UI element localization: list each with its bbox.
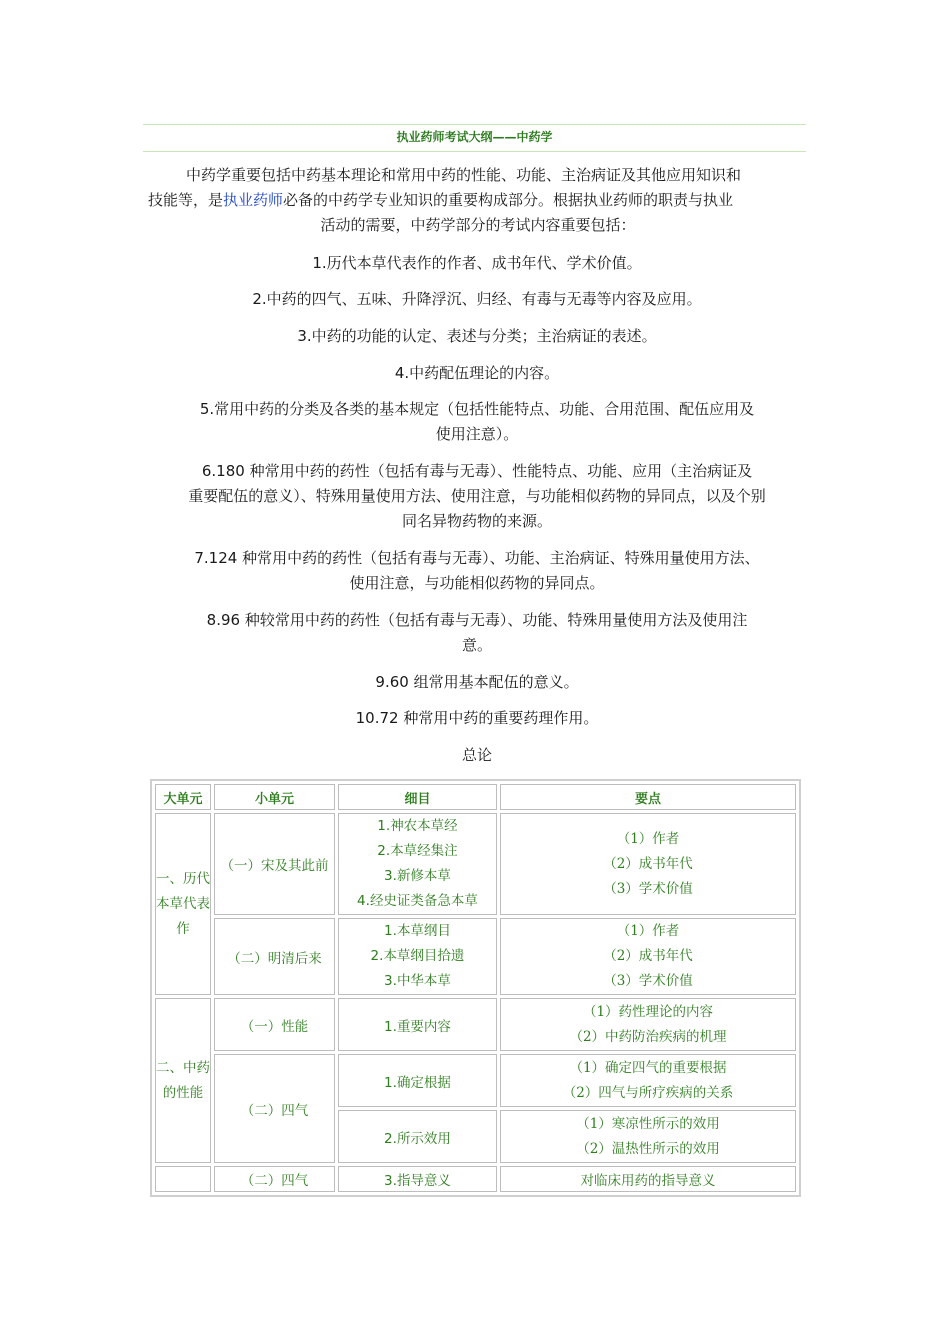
header-cell: 细目 — [338, 784, 497, 810]
list-item-number: 5. — [199, 400, 215, 418]
table-row — [155, 998, 796, 1051]
detail-number: 3. — [384, 1173, 397, 1189]
point-text: 寒凉性所示的效用 — [611, 1115, 720, 1132]
detail-line — [339, 969, 496, 994]
major-unit-cell: 二、中药的性能 — [155, 998, 211, 1163]
point-number: （1） — [616, 830, 653, 847]
header-cell: 要点 — [500, 784, 796, 810]
point-text: 作者 — [652, 830, 680, 847]
minor-unit-cell: （二）四气 — [214, 1054, 335, 1163]
table-row — [155, 813, 796, 915]
list-item-number: 3. — [297, 327, 312, 345]
list-item-number: 6.180 — [201, 462, 245, 480]
detail-text: 所示效用 — [396, 1130, 451, 1147]
list-item-2 — [148, 287, 806, 312]
title-rule-bottom — [143, 151, 806, 152]
minor-unit-cell: （一）宋及其此前 — [214, 813, 335, 915]
detail-line — [339, 919, 496, 944]
point-line — [501, 827, 795, 852]
list-item-line: 意。 — [461, 636, 492, 654]
list-item-6 — [148, 459, 806, 534]
list-item-line — [148, 459, 806, 484]
point-number: （1） — [582, 1003, 619, 1020]
detail-text: 神农本草经 — [390, 818, 458, 834]
detail-number: 4. — [357, 893, 370, 909]
title-rule-top — [143, 124, 806, 125]
list-item-9 — [148, 670, 806, 695]
detail-cell — [338, 1110, 497, 1163]
detail-line — [339, 864, 496, 889]
detail-number: 3. — [384, 868, 397, 884]
page-title: 执业药师考试大纲——中药学 — [396, 130, 553, 144]
list-item-line: 重要配伍的意义）、特殊用量使用方法、使用注意，与功能相似药物的异同点，以及个别 — [188, 487, 766, 505]
list-item-number: 1. — [312, 254, 327, 272]
detail-cell — [338, 1054, 497, 1107]
list-item-4 — [148, 361, 806, 386]
detail-text: 确定根据 — [396, 1074, 451, 1091]
intro-line-2-start: 技能等，是 — [148, 191, 224, 209]
point-line — [501, 1056, 795, 1081]
point-text: 成书年代 — [638, 948, 693, 964]
detail-text: 本草经集注 — [390, 843, 458, 859]
list-item-7 — [148, 546, 806, 596]
list-item-number: 4. — [394, 364, 410, 382]
list-item-text: 种常用中药的药性（包括有毒与无毒）、性能特点、功能、应用（主治病证及 — [244, 462, 753, 480]
point-number: （2） — [562, 1084, 599, 1101]
list-item-line: 同名异物药物的来源。 — [401, 512, 552, 530]
intro-line-1: 中药学重要包括中药基本理论和常用中药的性能、功能、主治病证及其他应用知识和 — [186, 166, 742, 184]
table-header-row — [155, 784, 796, 810]
minor-unit-cell: （一）性能 — [214, 998, 335, 1051]
point-number: （1） — [569, 1059, 606, 1076]
major-unit-cell — [155, 1166, 211, 1192]
detail-number: 1. — [384, 1018, 397, 1035]
header-cell: 小单元 — [214, 784, 335, 810]
point-number: （1） — [576, 1115, 612, 1132]
detail-number: 1. — [377, 818, 391, 834]
detail-text: 指导意义 — [396, 1173, 451, 1189]
list-item-line — [148, 397, 806, 422]
detail-text: 本草纲目 — [396, 923, 451, 939]
point-line — [501, 1081, 795, 1106]
point-line — [501, 1137, 795, 1162]
point-line — [501, 877, 795, 902]
list-item-text: 常用中药的分类及各类的基本规定（包括性能特点、功能、合用范围、配伍应用及 — [214, 400, 755, 418]
point-line — [501, 944, 795, 969]
point-text: 中药防治疾病的机理 — [605, 1028, 727, 1045]
major-unit-cell: 一、历代本草代表作 — [155, 813, 211, 995]
detail-text: 重要内容 — [396, 1018, 451, 1035]
point-text: 学术价值 — [638, 880, 693, 897]
list-item-10 — [148, 706, 806, 731]
point-cell — [500, 813, 796, 915]
detail-cell — [338, 998, 497, 1051]
point-line — [501, 919, 795, 944]
list-item-text: 组常用基本配伍的意义。 — [408, 673, 579, 691]
list-item-number: 2. — [252, 290, 267, 308]
list-item-number: 10.72 — [355, 709, 399, 727]
detail-cell — [338, 918, 497, 995]
detail-number: 3. — [384, 973, 397, 989]
point-number: （2） — [576, 1140, 612, 1157]
detail-line — [339, 839, 496, 864]
list-item-text: 中药的功能的认定、表述与分类；主治病证的表述。 — [311, 327, 657, 345]
point-number: （2） — [569, 1028, 606, 1045]
intro-line-3: 活动的需要，中药学部分的考试内容重要包括： — [320, 216, 636, 234]
pharmacist-link[interactable]: 执业药师 — [223, 191, 284, 209]
point-cell — [500, 918, 796, 995]
list-item-line: 使用注意，与功能相似药物的异同点。 — [349, 574, 605, 592]
list-item-text: 中药的四气、五味、升降浮沉、归经、有毒与无毒等内容及应用。 — [266, 290, 702, 308]
list-item-text: 种较常用中药的药性（包括有毒与无毒）、功能、特殊用量使用方法及使用注 — [240, 611, 748, 629]
list-item-1 — [148, 251, 806, 276]
point-line — [501, 1000, 795, 1025]
detail-number: 1. — [384, 923, 397, 939]
list-item-8 — [148, 608, 806, 658]
detail-text: 经史证类备急本草 — [369, 893, 478, 909]
intro-line-2 — [148, 188, 808, 213]
list-item-number: 8.96 — [206, 611, 241, 629]
point-text: 学术价值 — [638, 973, 693, 989]
detail-number: 1. — [384, 1074, 397, 1091]
detail-cell — [338, 1166, 497, 1192]
point-line — [501, 852, 795, 877]
detail-number: 2. — [377, 843, 391, 859]
list-item-number: 9.60 — [375, 673, 409, 691]
point-cell: 对临床用药的指导意义 — [500, 1166, 796, 1192]
list-item-text: 种常用中药的重要药理作用。 — [398, 709, 599, 727]
detail-cell — [338, 813, 497, 915]
intro-line-2-end: 必备的中药学专业知识的重要构成部分。根据执业药师的职责与执业 — [283, 191, 734, 209]
point-line — [501, 1112, 795, 1137]
table-row — [155, 1166, 796, 1192]
table-row — [155, 918, 796, 995]
detail-number: 2. — [370, 948, 384, 964]
point-text: 温热性所示的效用 — [611, 1140, 720, 1157]
point-number: （2） — [603, 855, 639, 872]
list-item-3 — [148, 324, 806, 349]
point-line — [501, 969, 795, 994]
point-line — [501, 1025, 795, 1050]
table-row — [155, 1054, 796, 1107]
point-number: （3） — [603, 880, 639, 897]
list-item-text: 种常用中药的药性（包括有毒与无毒）、功能、主治病证、特殊用量使用方法、 — [237, 549, 760, 567]
point-text: 确定四气的重要根据 — [605, 1059, 727, 1076]
list-item-line: 使用注意）。 — [435, 425, 519, 443]
minor-unit-cell: （二）明清后来 — [214, 918, 335, 995]
list-item-line — [148, 546, 806, 571]
detail-text: 中华本草 — [396, 973, 451, 989]
detail-number: 2. — [384, 1130, 397, 1147]
intro-paragraph — [148, 163, 808, 238]
header-cell: 大单元 — [155, 784, 211, 810]
list-item-number: 7.124 — [194, 549, 238, 567]
detail-line — [339, 889, 496, 914]
point-text: 四气与所疗疾病的关系 — [598, 1084, 734, 1101]
list-item-text: 中药配伍理论的内容。 — [409, 364, 560, 382]
point-number: （2） — [603, 948, 639, 964]
detail-line — [339, 944, 496, 969]
point-cell — [500, 1110, 796, 1163]
detail-line — [339, 814, 496, 839]
point-text: 作者 — [652, 923, 680, 939]
point-text: 成书年代 — [638, 855, 693, 872]
point-number: （1） — [616, 923, 653, 939]
detail-text: 新修本草 — [396, 868, 451, 884]
list-item-text: 历代本草代表作的作者、成书年代、学术价值。 — [326, 254, 642, 272]
list-item-5 — [148, 397, 806, 447]
list-item-line — [148, 608, 806, 633]
syllabus-table — [150, 779, 801, 1197]
point-number: （3） — [603, 973, 639, 989]
point-cell — [500, 998, 796, 1051]
section-heading: 总论 — [461, 746, 492, 764]
detail-text: 本草纲目拾遗 — [383, 948, 465, 964]
minor-unit-cell: （二）四气 — [214, 1166, 335, 1192]
point-cell — [500, 1054, 796, 1107]
point-text: 药性理论的内容 — [618, 1003, 714, 1020]
